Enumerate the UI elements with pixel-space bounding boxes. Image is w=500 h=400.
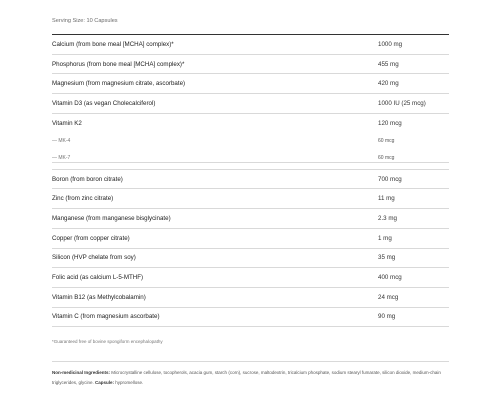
nutrient-row: [52, 209, 449, 229]
section-divider: [52, 163, 449, 170]
nutrient-row: [52, 308, 449, 328]
nutrient-amount: 1000 IU (25 mcg): [378, 99, 426, 107]
nutrient-amount: 1000 mg: [378, 40, 403, 48]
nutrient-name: Silicon (HVP chelate from soy): [52, 254, 136, 262]
nutrient-name: Copper (from copper citrate): [52, 234, 130, 242]
nutrient-row: [52, 189, 449, 209]
serving-size: Serving Size: 10 Capsules: [52, 18, 118, 24]
nutrient-row: [52, 268, 449, 288]
non-medicinal-ingredients: [52, 368, 449, 388]
nutrient-row: [52, 94, 449, 114]
supplement-facts-panel: [52, 0, 449, 388]
nutrient-row: [52, 229, 449, 249]
nutrient-amount: 90 mg: [378, 313, 396, 321]
nutrient-amount: 1 mg: [378, 234, 392, 242]
nutrient-amount: 2.3 mg: [378, 214, 397, 222]
sub-nutrient-amount: 60 mcg: [378, 137, 395, 144]
nutrient-row: [52, 55, 449, 75]
nutrient-list-b: [52, 170, 449, 328]
nutrient-row: [52, 170, 449, 190]
capsule-text: hypromellose.: [114, 380, 144, 386]
nutrient-name: Boron (from boron citrate): [52, 175, 123, 183]
nutrient-name: Vitamin K2: [52, 120, 82, 128]
nutrient-name: Phosphorus (from bone meal [MCHA] complex)*: [52, 60, 185, 68]
sub-nutrient-amount: 60 mcg: [378, 154, 395, 161]
nutrient-name: Magnesium (from magnesium citrate, ascorbate): [52, 80, 186, 88]
sub-nutrient-row: [52, 136, 449, 146]
nutrient-amount: 700 mcg: [378, 175, 402, 183]
nutrient-name: Folic acid (as calcium L-5-MTHF): [52, 274, 144, 282]
nutrient-name: Vitamin C (from magnesium ascorbate): [52, 313, 160, 321]
sub-nutrient-name: — MK-7: [52, 154, 71, 161]
nutrient-amount: 420 mg: [378, 80, 399, 88]
nutrient-list-a: [52, 35, 449, 114]
nutrient-amount: 11 mg: [378, 195, 395, 203]
nutrient-row: [52, 288, 449, 308]
vitamin-k2-group: [52, 114, 449, 163]
nutrient-row: [52, 249, 449, 269]
sub-nutrient-name: — MK-4: [52, 137, 71, 144]
nutrient-amount: 400 mcg: [378, 274, 402, 282]
nutrient-row: [52, 119, 449, 129]
nutrient-amount: 455 mg: [378, 60, 399, 68]
capsule-label: Capsule:: [95, 380, 115, 386]
ingredients-divider: [52, 361, 449, 362]
nutrient-row: [52, 74, 449, 94]
nutrient-name: Calcium (from bone meal [MCHA] complex)*: [52, 40, 174, 48]
nutrient-name: Vitamin D3 (as vegan Cholecalciferol): [52, 99, 156, 107]
ingredients-label: Non-medicinal Ingredients:: [52, 370, 111, 376]
nutrient-amount: 24 mcg: [378, 293, 399, 301]
nutrient-name: Vitamin B12 (as Methylcobalamin): [52, 293, 146, 301]
sub-nutrient-row: [52, 153, 449, 163]
nutrient-name: Manganese (from manganese bisglycinate): [52, 214, 171, 222]
ingredients-text: Microcrystalline cellulose, tocopherols, acacia gum, starch (corn), sucrose, maltodextrin, tricalcium phosphate, sodium stearyl fumarate, silicon dioxide, medium-chain triglycerides, glycine.: [52, 370, 441, 386]
nutrient-amount: 35 mg: [378, 254, 396, 262]
nutrient-amount: 120 mcg: [378, 120, 402, 128]
footnote: *Guaranteed free of bovine spongiform encephalopathy: [52, 339, 163, 345]
nutrient-name: Zinc (from zinc citrate): [52, 195, 114, 203]
nutrient-row: [52, 35, 449, 55]
